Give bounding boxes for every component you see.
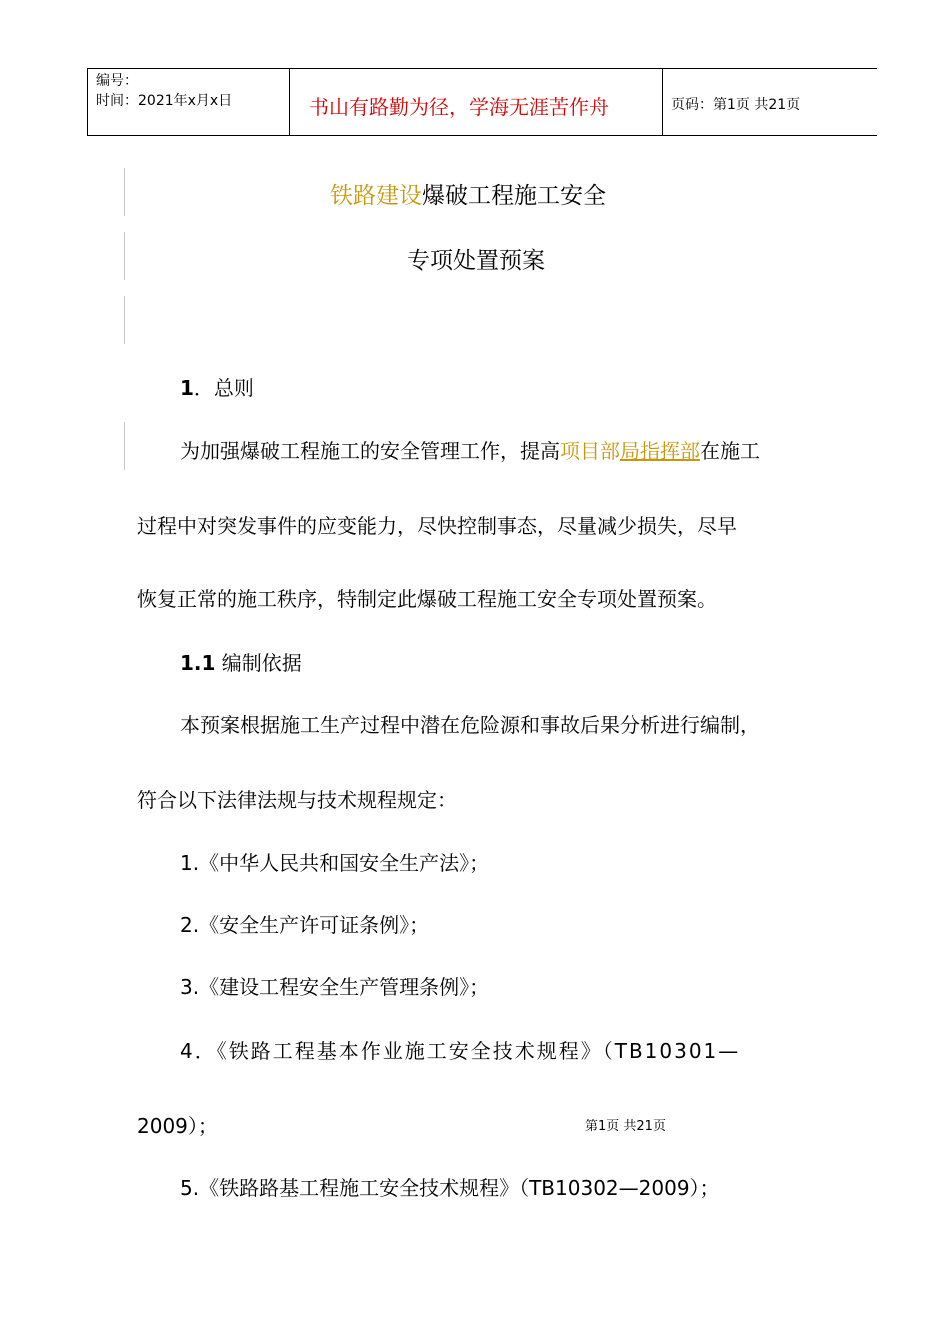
time-label: 时间：2021年x月x日 xyxy=(96,93,233,109)
header-cell-meta xyxy=(88,69,290,135)
margin-marker xyxy=(124,232,125,280)
section-1-1-heading xyxy=(180,647,302,676)
margin-marker xyxy=(124,168,125,216)
list-item: 2.《安全生产许可证条例》； xyxy=(180,913,430,937)
paragraph-line: 符合以下法律法规与技术规程规定： xyxy=(137,788,457,812)
margin-marker xyxy=(124,296,125,344)
page-label: 页码：第1页 共21页 xyxy=(671,97,801,113)
section-1-heading xyxy=(180,372,254,401)
title-rest: 爆破工程施工安全 xyxy=(422,183,606,209)
link-project-dept: 项目部 xyxy=(560,439,620,463)
motto-text: 书山有路勤为径，学海无涯苦作舟 xyxy=(309,95,609,119)
header-cell-page xyxy=(663,69,878,135)
link-command-dept: 局指挥部 xyxy=(620,439,700,463)
paragraph-line: 恢复正常的施工秩序，特制定此爆破工程施工安全专项处置预案。 xyxy=(137,587,717,611)
section-title: ．总则 xyxy=(193,376,254,400)
code-label: 编号： xyxy=(96,73,138,89)
paragraph-line: 本预案根据施工生产过程中潜在危险源和事故后果分析进行编制， xyxy=(180,713,760,737)
document-title xyxy=(330,177,606,210)
section-title: 编制依据 xyxy=(215,651,302,675)
header-table xyxy=(87,68,877,136)
section-number: 1 xyxy=(180,376,194,400)
paragraph-line: 过程中对突发事件的应变能力，尽快控制事态，尽量减少损失，尽早 xyxy=(137,514,737,538)
section-number: 1.1 xyxy=(180,651,216,675)
text-run: 在施工 xyxy=(700,439,760,463)
document-subtitle: 专项处置预案 xyxy=(407,248,545,274)
page-footer: 第1页 共21页 xyxy=(585,1119,666,1134)
header-cell-motto xyxy=(289,69,663,135)
list-item: 3.《建设工程安全生产管理条例》； xyxy=(180,975,490,999)
list-item: 1.《中华人民共和国安全生产法》； xyxy=(180,851,490,875)
title-highlight: 铁路建设 xyxy=(330,183,422,209)
list-item: 5.《铁路路基工程施工安全技术规程》（TB10302—2009）； xyxy=(180,1176,720,1200)
text-run: 为加强爆破工程施工的安全管理工作，提高 xyxy=(180,439,560,463)
list-item-continued: 2009）； xyxy=(137,1114,218,1138)
margin-marker xyxy=(124,422,125,470)
list-item: 4．《铁路工程基本作业施工安全技术规程》（TB10301— xyxy=(180,1039,741,1063)
paragraph-line xyxy=(180,435,760,464)
